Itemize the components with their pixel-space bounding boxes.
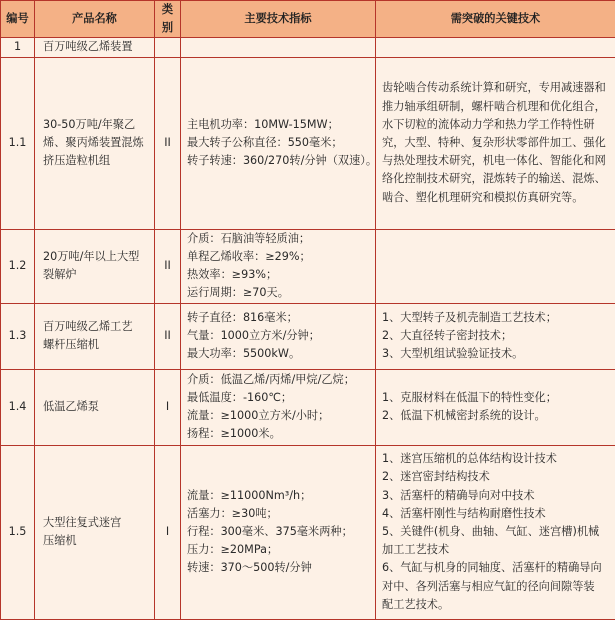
product-name-line: 大型往复式迷宫	[43, 514, 150, 532]
key-tech-line: 1、克服材料在低温下的特性变化；	[382, 389, 611, 407]
key-tech-line: 配工艺技术。	[382, 596, 611, 614]
cell-category: II	[155, 229, 181, 303]
col-header-name: 产品名称	[35, 1, 155, 38]
key-tech-line: 2、大直径转子密封技术；	[382, 327, 611, 345]
product-name-line: 压缩机	[43, 532, 150, 550]
table-header-row	[1, 1, 615, 38]
col-header-no: 编号	[1, 1, 35, 38]
cell-key-tech	[376, 57, 615, 229]
cell-key-tech	[376, 369, 615, 445]
product-name-line: 烯、聚丙烯装置混炼	[43, 134, 150, 152]
col-header-category: 类别	[155, 1, 181, 38]
cell-key-tech	[376, 38, 615, 57]
spec-line: 热效率：≥93%；	[187, 266, 371, 284]
cell-no: 1.2	[1, 229, 35, 303]
product-name-line: 螺杆压缩机	[43, 336, 150, 354]
key-tech-line: 对中、各列活塞与相应气缸的径向间隙等装	[382, 578, 611, 596]
table-row	[1, 229, 615, 303]
product-name-line: 挤压造粒机组	[43, 152, 150, 170]
product-name-line: 百万吨级乙烯装置	[43, 38, 150, 56]
cell-no: 1.4	[1, 369, 35, 445]
product-name-line: 30-50万吨/年聚乙	[43, 116, 150, 134]
cell-key-tech	[376, 229, 615, 303]
product-name-line: 低温乙烯泵	[43, 398, 150, 416]
spec-line: 最大功率：5500kW。	[187, 345, 371, 363]
cell-specs	[181, 57, 376, 229]
key-tech-line: 2、迷宫密封结构技术	[382, 468, 611, 486]
spec-line: 最低温度：-160℃；	[187, 389, 371, 407]
table-row	[1, 38, 615, 57]
spec-line: 流量：≥1000立方米/小时；	[187, 407, 371, 425]
cell-product-name	[35, 57, 155, 229]
cell-product-name	[35, 369, 155, 445]
cell-no: 1.1	[1, 57, 35, 229]
spec-line: 气量：1000立方米/分钟；	[187, 327, 371, 345]
col-header-specs: 主要技术指标	[181, 1, 376, 38]
cell-category: II	[155, 303, 181, 369]
cell-specs	[181, 445, 376, 619]
table-row	[1, 445, 615, 619]
key-tech-line: 加工工艺技术	[382, 541, 611, 559]
key-tech-line: 1、大型转子及机壳制造工艺技术；	[382, 309, 611, 327]
product-name-line: 20万吨/年以上大型	[43, 248, 150, 266]
key-tech-line: 2、低温下机械密封系统的设计。	[382, 407, 611, 425]
cell-product-name	[35, 445, 155, 619]
cell-key-tech	[376, 445, 615, 619]
cell-no: 1.3	[1, 303, 35, 369]
key-tech-line: 3、活塞杆的精确导向对中技术	[382, 487, 611, 505]
spec-line: 流量：≥11000Nm³/h；	[187, 487, 371, 505]
cell-no: 1.5	[1, 445, 35, 619]
spec-line: 活塞力：≥30吨；	[187, 505, 371, 523]
spec-line: 扬程：≥1000米。	[187, 425, 371, 443]
cell-category: II	[155, 57, 181, 229]
cell-specs	[181, 369, 376, 445]
cell-product-name	[35, 303, 155, 369]
cell-product-name	[35, 229, 155, 303]
key-tech-line: 1、迷宫压缩机的总体结构设计技术	[382, 450, 611, 468]
cell-specs	[181, 303, 376, 369]
table-row	[1, 369, 615, 445]
spec-line: 行程：300毫米、375毫米两种；	[187, 523, 371, 541]
cell-category: I	[155, 369, 181, 445]
cell-category	[155, 38, 181, 57]
product-name-line: 百万吨级乙烯工艺	[43, 318, 150, 336]
spec-line: 最大转子公称直径：550毫米；	[187, 134, 371, 152]
spec-line: 单程乙烯收率：≥29%；	[187, 248, 371, 266]
cell-specs	[181, 229, 376, 303]
product-name-line: 裂解炉	[43, 266, 150, 284]
key-tech-text: 齿轮啮合传动系统计算和研究，专用减速器和推力轴承组研制，螺杆啮合机理和优化组合，水下切粒的流体动力学和热力学工作特性研究，大型、特种、复杂形状零部件加工、强化与热处理技术研究，机电一体化、智能化和网络化控制技术研究，混炼转子的输送、混炼、啮合、塑化机理研究和模拟仿真研究等。	[382, 79, 611, 206]
spec-line: 介质：石脑油等轻质油；	[187, 230, 371, 248]
cell-specs	[181, 38, 376, 57]
table-row	[1, 303, 615, 369]
cell-key-tech	[376, 303, 615, 369]
cell-no: 1	[1, 38, 35, 57]
table-row	[1, 57, 615, 229]
spec-line: 压力：≥20MPa；	[187, 541, 371, 559]
cell-product-name	[35, 38, 155, 57]
key-tech-line: 5、关键件(机身、曲轴、气缸、迷宫槽)机械	[382, 523, 611, 541]
spec-line: 转子直径：816毫米；	[187, 309, 371, 327]
spec-line: 转子转速：360/270转/分钟（双速）。	[187, 152, 371, 170]
cell-category: I	[155, 445, 181, 619]
key-tech-line: 6、气缸与机身的同轴度、活塞杆的精确导向	[382, 559, 611, 577]
key-tech-line: 3、大型机组试验验证技术。	[382, 345, 611, 363]
col-header-tech: 需突破的关键技术	[376, 1, 615, 38]
spec-line: 运行周期：≥70天。	[187, 284, 371, 302]
spec-line: 主电机功率：10MW-15MW；	[187, 116, 371, 134]
spec-line: 介质：低温乙烯/丙烯/甲烷/乙烷；	[187, 371, 371, 389]
spec-line: 转速：370～500转/分钟	[187, 559, 371, 577]
key-tech-line: 4、活塞杆刚性与结构耐磨性技术	[382, 505, 611, 523]
